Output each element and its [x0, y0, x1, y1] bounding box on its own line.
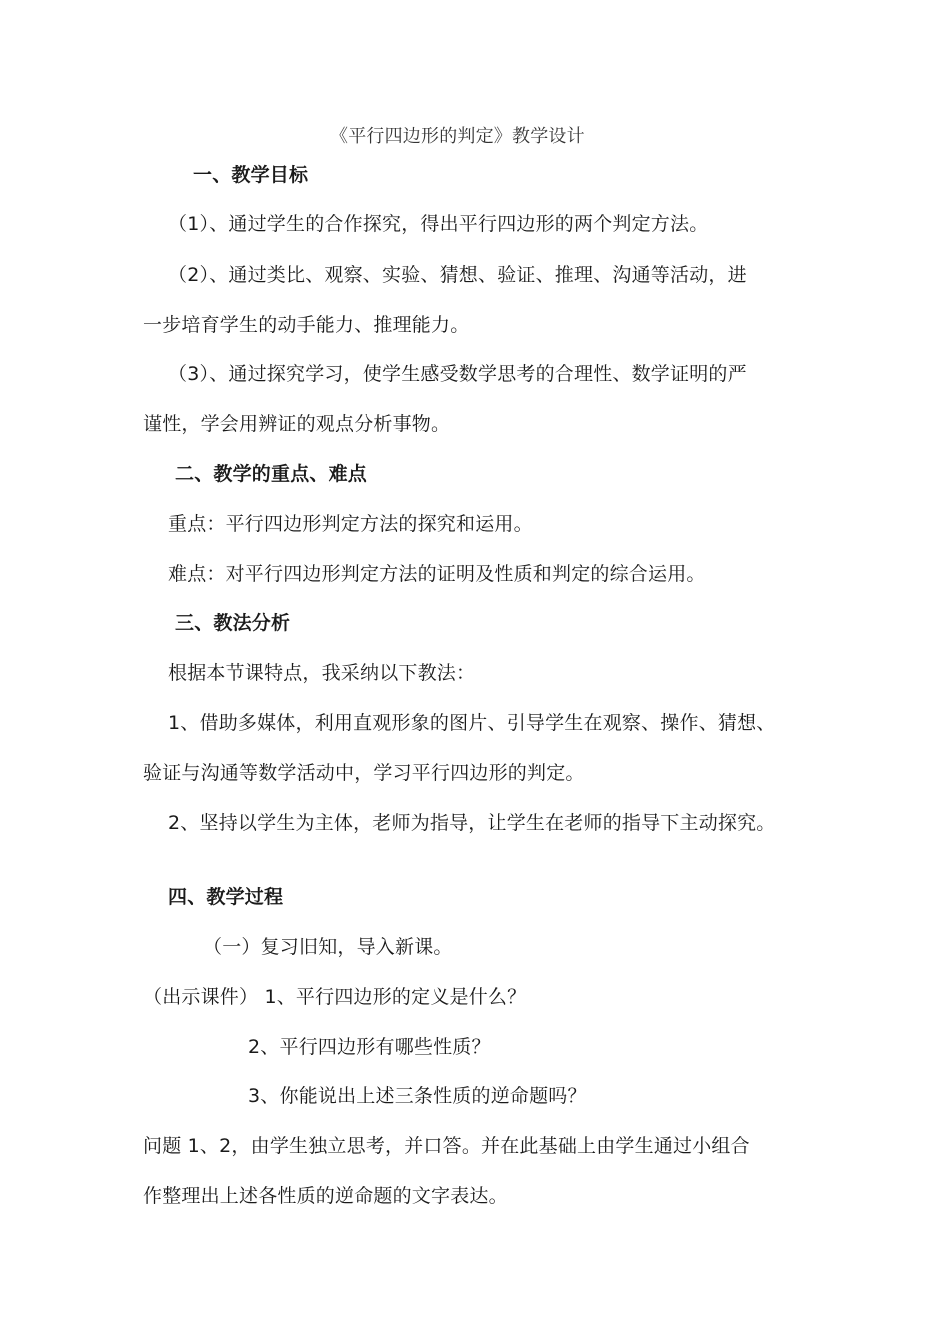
process-paragraph-line-2: 作整理出上述各性质的逆命题的文字表达。 [143, 1185, 508, 1207]
review-question-2: 2、平行四边形有哪些性质？ [248, 1036, 491, 1058]
section-heading-key-points: 二、教学的重点、难点 [175, 463, 368, 485]
goal-2-line-2: 一步培育学生的动手能力、推理能力。 [143, 314, 470, 336]
review-question-3: 3、你能说出上述三条性质的逆命题吗？ [248, 1085, 587, 1107]
method-1-line-2: 验证与沟通等数学活动中，学习平行四边形的判定。 [143, 762, 585, 784]
process-paragraph-line-1: 问题 1、2，由学生独立思考，并口答。并在此基础上由学生通过小组合 [143, 1135, 750, 1157]
document-title: 《平行四边形的判定》教学设计 [330, 126, 585, 147]
goal-2-line-1: （2）、通过类比、观察、实验、猜想、验证、推理、沟通等活动，进 [168, 264, 747, 286]
key-point: 重点：平行四边形判定方法的探究和运用。 [168, 513, 533, 535]
goal-1: （1）、通过学生的合作探究，得出平行四边形的两个判定方法。 [168, 213, 709, 235]
section-heading-teaching-process: 四、教学过程 [168, 886, 284, 908]
section-heading-teaching-methods: 三、教法分析 [175, 612, 291, 634]
process-subheading-1: （一）复习旧知，导入新课。 [203, 936, 453, 958]
goal-3-line-2: 谨性，学会用辨证的观点分析事物。 [143, 413, 451, 435]
methods-intro: 根据本节课特点，我采纳以下教法： [168, 662, 476, 684]
difficulty-point: 难点：对平行四边形判定方法的证明及性质和判定的综合运用。 [168, 563, 706, 585]
section-heading-teaching-goals: 一、教学目标 [193, 164, 309, 186]
review-question-1: （出示课件） 1、平行四边形的定义是什么？ [143, 986, 527, 1008]
method-1-line-1: 1、借助多媒体，利用直观形象的图片、引导学生在观察、操作、猜想、 [168, 712, 776, 734]
goal-3-line-1: （3）、通过探究学习，使学生感受数学思考的合理性、数学证明的严 [168, 363, 747, 385]
method-2: 2、坚持以学生为主体，老师为指导，让学生在老师的指导下主动探究。 [168, 812, 776, 834]
